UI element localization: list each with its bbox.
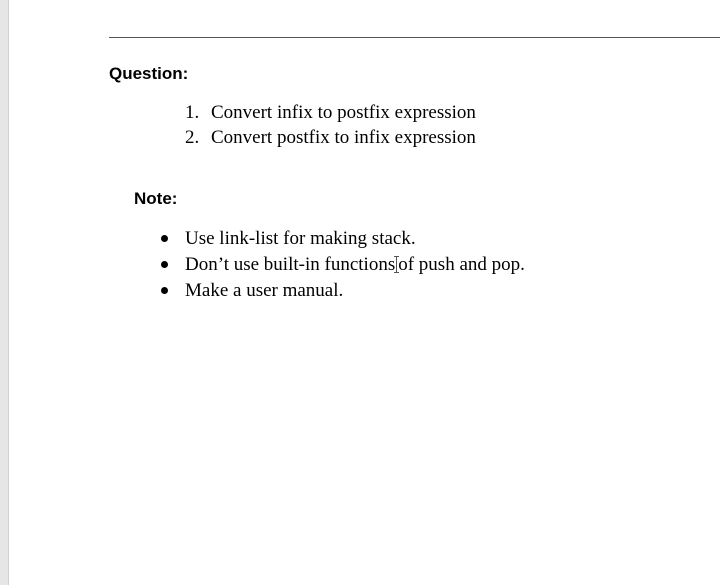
note-text: Use link-list for making stack. — [185, 228, 416, 249]
bullet-dot-icon — [161, 261, 168, 268]
question-number: 1. — [185, 102, 200, 123]
question-list — [185, 100, 476, 150]
note-text: Make a user manual. — [185, 280, 344, 301]
text-cursor-icon — [394, 256, 399, 273]
note-item — [160, 226, 525, 252]
question-number: 2. — [185, 127, 200, 148]
bullet-dot-icon — [161, 287, 168, 294]
question-text: Convert infix to postfix expression — [211, 102, 476, 123]
question-item — [185, 125, 476, 150]
note-text-after-cursor: of push and pop. — [398, 254, 525, 275]
window-left-gutter — [0, 0, 9, 585]
question-item — [185, 100, 476, 125]
note-item — [160, 278, 525, 304]
header-divider-line — [109, 37, 720, 38]
note-list — [160, 226, 525, 304]
bullet-dot-icon — [161, 235, 168, 242]
note-item — [160, 252, 525, 278]
question-text: Convert postfix to infix expression — [211, 127, 476, 148]
note-text-before-cursor: Don’t use built-in functions — [185, 254, 396, 275]
note-heading: Note: — [134, 189, 178, 208]
question-heading: Question: — [109, 64, 189, 83]
